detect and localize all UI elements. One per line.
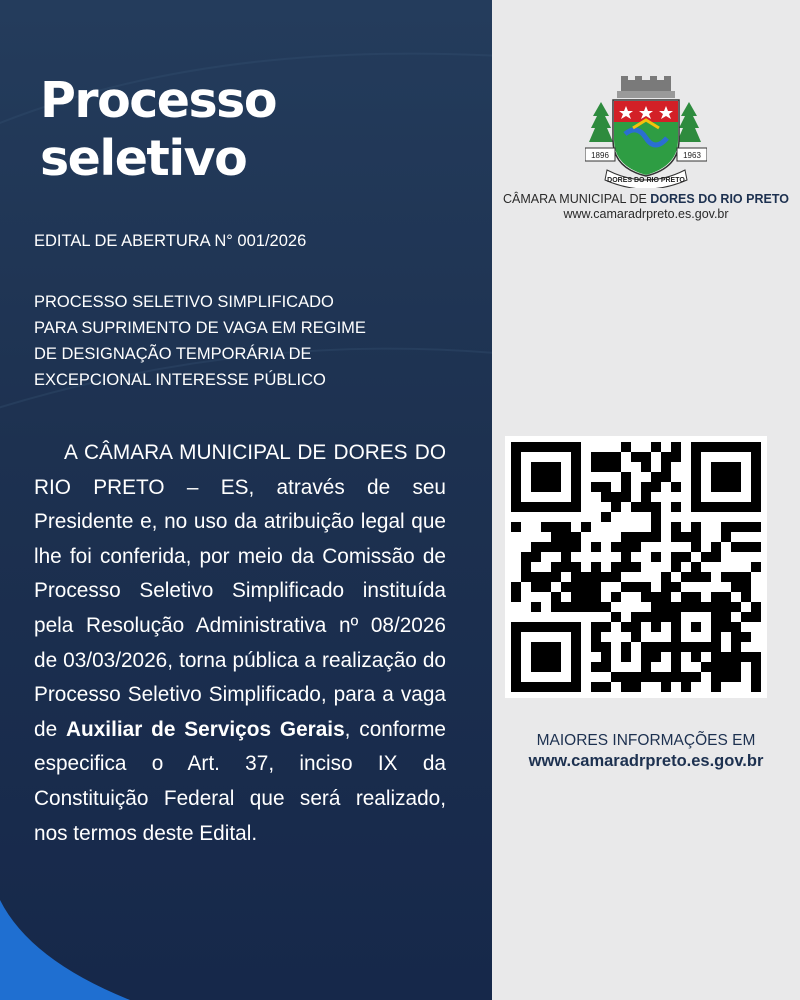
crest-year-right: 1963 — [683, 151, 701, 160]
organization-name — [492, 192, 800, 207]
qr-code[interactable] — [505, 436, 767, 698]
title-line-1: Processo — [40, 72, 277, 129]
org-prefix: CÂMARA MUNICIPAL DE — [503, 192, 651, 206]
page-title — [40, 72, 276, 188]
more-info-url[interactable]: www.camaradrpreto.es.gov.br — [528, 752, 764, 770]
crest-year-left: 1896 — [591, 151, 609, 160]
body-text-start: A CÂMARA MUNICIPAL DE DORES DO RIO PRETO – ES, através de seu Presidente e, no uso da atribuição legal que lhe foi conferida, por meio da Comissão de Processo Seletivo Simplificado instituída pela Resolução Administrativa nº 08/2026 de 03/03/2026, torna pública a realização do Processo Seletivo Simplificado, para a vaga de — [34, 441, 446, 741]
subtitle-line: EXCEPCIONAL INTERESSE PÚBLICO — [34, 371, 326, 389]
title-line-2: seletivo — [40, 130, 247, 187]
edital-number: EDITAL DE ABERTURA N° 001/2026 — [34, 232, 307, 250]
crest-ribbon-text: DORES DO RIO PRETO — [607, 177, 685, 184]
subtitle-line: PROCESSO SELETIVO SIMPLIFICADO — [34, 293, 334, 311]
org-bold: DORES DO RIO PRETO — [650, 192, 789, 206]
qr-code-icon — [511, 442, 761, 692]
header-url: www.camaradrpreto.es.gov.br — [563, 207, 729, 221]
more-info-label: MAIORES INFORMAÇÕES EM — [536, 732, 756, 749]
subtitle — [34, 289, 474, 393]
job-title: Auxiliar de Serviços Gerais — [66, 717, 345, 741]
subtitle-line: DE DESIGNAÇÃO TEMPORÁRIA DE — [34, 345, 312, 363]
body-text-end: , conforme especifica o Art. 37, inciso IX da Constituição Federal que será realizado, nos termos deste Edital. — [34, 717, 446, 845]
corner-accent — [0, 900, 130, 1000]
municipal-crest-icon — [585, 76, 707, 188]
subtitle-line: PARA SUPRIMENTO DE VAGA EM REGIME — [34, 319, 366, 337]
right-panel — [492, 0, 800, 1000]
body-paragraph — [34, 436, 446, 851]
